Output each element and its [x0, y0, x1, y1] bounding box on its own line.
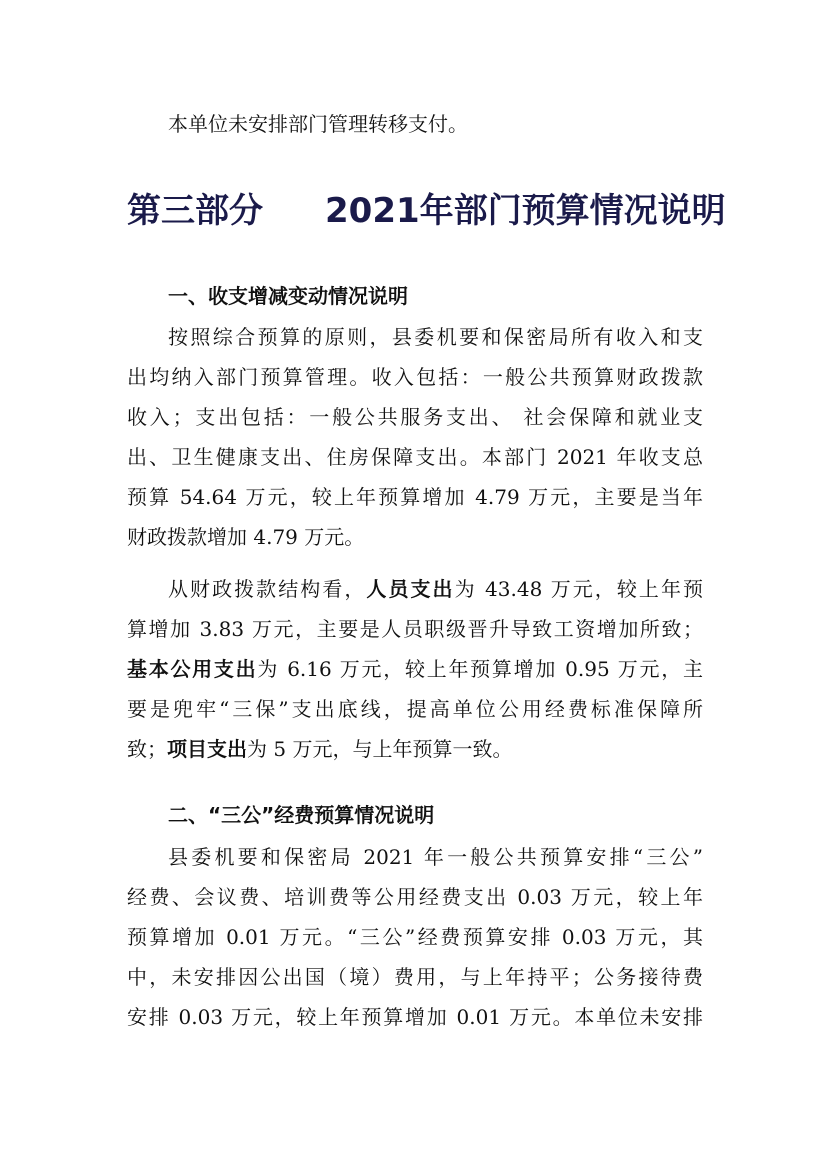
body-text-line: 经费、会议费、培训费等公用经费支出 0.03 万元，较上年: [127, 885, 703, 909]
section-heading: 二、“三公”经费预算情况说明: [168, 803, 435, 827]
body-text-line: [127, 657, 703, 681]
body-text-line: 收入；支出包括：一般公共服务支出、 社会保障和就业支: [127, 405, 703, 429]
text-run: 为 5 万元，与上年预算一致。: [247, 737, 513, 761]
body-text-line: 财政拨款增加 4.79 万元。: [127, 525, 365, 549]
body-text-line: 县委机要和保密局 2021 年一般公共预算安排“三公”: [168, 845, 703, 869]
body-text-line: 出均纳入部门预算管理。收入包括：一般公共预算财政拨款: [127, 365, 703, 389]
text-run: 为 6.16 万元，较上年预算增加 0.95 万元，主: [257, 657, 703, 681]
body-text-line: [127, 737, 703, 761]
part-title: [127, 187, 726, 235]
bold-term: 项目支出: [167, 737, 247, 761]
body-text-line: 要是兜牢“三保”支出底线，提高单位公用经费标准保障所: [127, 697, 703, 721]
body-text-line: [168, 577, 703, 601]
body-text-line: 按照综合预算的原则，县委机要和保密局所有收入和支: [168, 325, 703, 349]
body-text-line: 出、卫生健康支出、住房保障支出。本部门 2021 年收支总: [127, 445, 703, 469]
body-text-line: 算增加 3.83 万元，主要是人员职级晋升导致工资增加所致；: [127, 617, 703, 641]
part-title-text: 2021年部门预算情况说明: [325, 191, 726, 231]
body-text-line: 中，未安排因公出国（境）费用，与上年持平；公务接待费: [127, 965, 703, 989]
section-heading: 一、收支增减变动情况说明: [168, 284, 408, 308]
body-text-line: 预算增加 0.01 万元。“三公”经费预算安排 0.03 万元，其: [127, 925, 703, 949]
bold-term: 基本公用支出: [127, 657, 258, 681]
body-text-line: 安排 0.03 万元，较上年预算增加 0.01 万元。本单位未安排: [127, 1005, 703, 1029]
text-run: 从财政拨款结构看，: [168, 577, 367, 601]
body-text-line: 预算 54.64 万元，较上年预算增加 4.79 万元，主要是当年: [127, 485, 703, 509]
text-run: 为 43.48 万元，较上年预: [454, 577, 703, 601]
text-run: 致；: [127, 737, 167, 761]
body-text-line: 本单位未安排部门管理转移支付。: [168, 112, 468, 136]
part-number: 第三部分: [127, 191, 263, 231]
bold-term: 人员支出: [366, 577, 455, 601]
